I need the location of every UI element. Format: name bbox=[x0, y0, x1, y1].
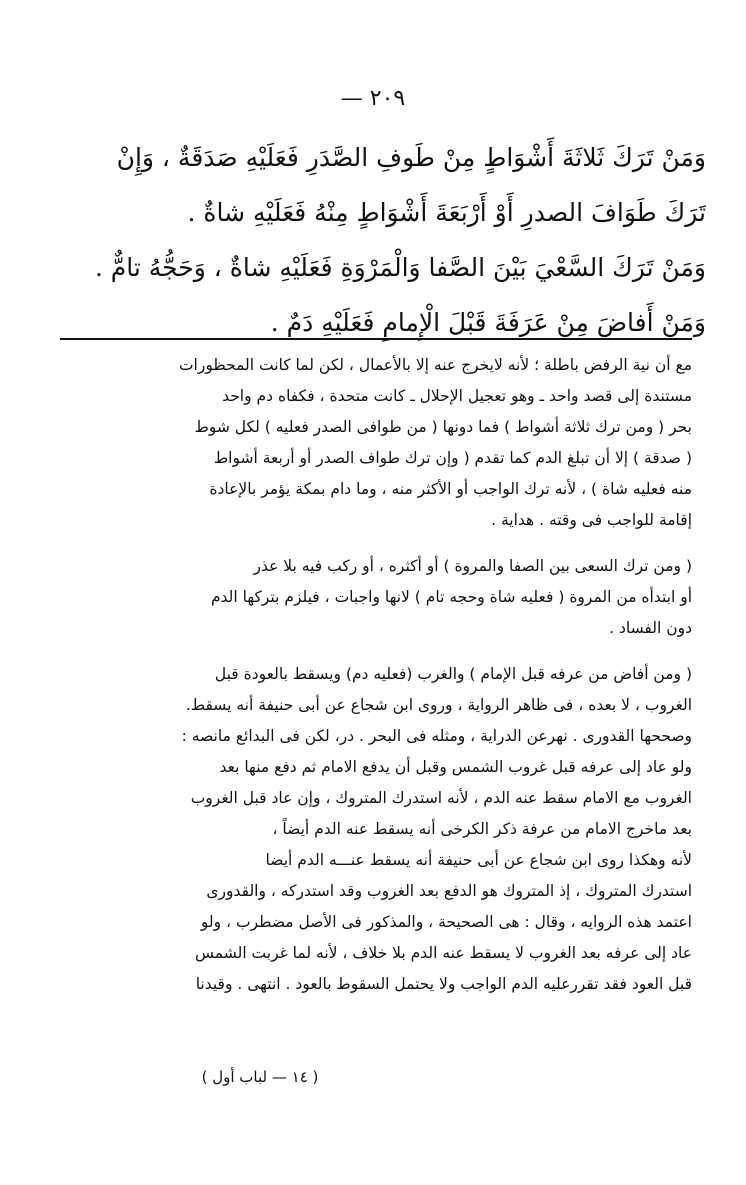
matn-line: وَمَنْ أَفاضَ مِنْ عَرَفَةَ قَبْلَ الْإِمامِ فَعَلَيْهِ دَمٌ . bbox=[270, 308, 706, 337]
commentary-line: عاد إلى عرفه بعد الغروب لا يسقط عنه الدم بلا خلاف ، لأنه لما غربت الشمس bbox=[195, 944, 692, 962]
commentary-line: الغروب ، لا بعده ، فى ظاهر الرواية ، وروى ابن شجاع عن أبى حنيفة أنه يسقط. bbox=[185, 696, 692, 714]
commentary-line: ( صدقة ) إلا أن تبلغ الدم كما تقدم ( وإن ترك طواف الصدر أو أربعة أشواط bbox=[213, 449, 692, 467]
commentary-paragraph bbox=[60, 659, 692, 1000]
page-number: ٢٠٩ — bbox=[340, 86, 406, 111]
commentary-line: منه فعليه شاة ) ، لأنه ترك الواجب أو الأكثر منه ، وما دام بمكة يؤمر بالإعادة bbox=[209, 480, 692, 498]
matn-line: وَمَنْ تَرَكَ السَّعْيَ بَيْنَ الصَّفا وَالْمَرْوَةِ فَعَلَيْهِ شاةٌ ، وَحَجُّهُ تامٌّ . bbox=[94, 253, 706, 282]
signature-mark: ( ١٤ — لباب أول ) bbox=[201, 1068, 319, 1086]
commentary-line: مستندة إلى قصد واحد ـ وهو تعجيل الإحلال ـ كانت متحدة ، فكفاه دم واحد bbox=[222, 387, 692, 405]
commentary-line: دون الفساد . bbox=[609, 619, 692, 637]
commentary-line: استدرك المتروك ، إذ المتروك هو الدفع بعد الغروب وقد استدركه ، والقدورى bbox=[206, 882, 692, 900]
commentary-text bbox=[60, 350, 692, 1006]
commentary-paragraph bbox=[60, 350, 692, 536]
commentary-line: لأنه وهكذا روى ابن شجاع عن أبى حنيفة أنه يسقط عنـــه الدم أيضا bbox=[265, 851, 692, 869]
commentary-line: بحر ( ومن ترك ثلاثة أشواط ) فما دونها ( من طوافى الصدر فعليه ) لكل شوط bbox=[194, 418, 692, 436]
commentary-line: ( ومن أفاض من عرفه قبل الإمام ) والغرب (فعليه دم) ويسقط بالعودة قبل bbox=[214, 665, 692, 683]
commentary-paragraph bbox=[60, 551, 692, 644]
commentary-line: ولو عاد إلى عرفه قبل غروب الشمس وقبل أن يدفع الامام ثم دفع منها بعد bbox=[219, 758, 692, 776]
commentary-line: إقامة للواجب فى وقته . هداية . bbox=[491, 511, 692, 529]
commentary-line: ( ومن ترك السعى بين الصفا والمروة ) أو أكثره ، أو ركب فيه بلا عذر bbox=[253, 557, 692, 575]
matn-line: وَمَنْ تَرَكَ ثَلاثَةَ أَشْوَاطٍ مِنْ طَوفِ الصَّدَرِ فَعَلَيْهِ صَدَقَةٌ ، وَإِنْ bbox=[116, 143, 706, 172]
commentary-line: اعتمد هذه الروايه ، وقال : هى الصحيحة ، والمذكور فى الأصل مضطرب ، ولو bbox=[200, 913, 692, 931]
commentary-line: قبل العود فقد تقررعليه الدم الواجب ولا يحتمل السقوط بالعود . انتهى . وقيدنا bbox=[195, 975, 692, 993]
commentary-line: بعد ماخرج الامام من عرفة ذكر الكرخى أنه يسقط عنه الدم أيضاً ، bbox=[272, 820, 692, 838]
matn-line: تَرَكَ طَوَافَ الصدرِ أَوْ أَرْبَعَةَ أَشْوَاطٍ مِنْهُ فَعَلَيْهِ شاةٌ . bbox=[187, 198, 706, 227]
commentary-line: أو ابتدأه من المروة ( فعليه شاة وحجه تام ) لانها واجبات ، فيلزم بتركها الدم bbox=[210, 588, 692, 606]
section-divider bbox=[60, 338, 692, 340]
matn-text bbox=[40, 130, 706, 350]
commentary-line: وصححها القدورى . نهرعن الدراية ، ومثله فى البحر . در، لكن فى البدائع مانصه : bbox=[181, 727, 692, 745]
commentary-line: الغروب مع الامام سقط عنه الدم ، لأنه استدرك المتروك ، وإن عاد قبل الغروب bbox=[190, 789, 692, 807]
commentary-line: مع أن نية الرفض باطلة ؛ لأنه لايخرج عنه إلا بالأعمال ، لكن لما كانت المحظورات bbox=[178, 356, 692, 374]
